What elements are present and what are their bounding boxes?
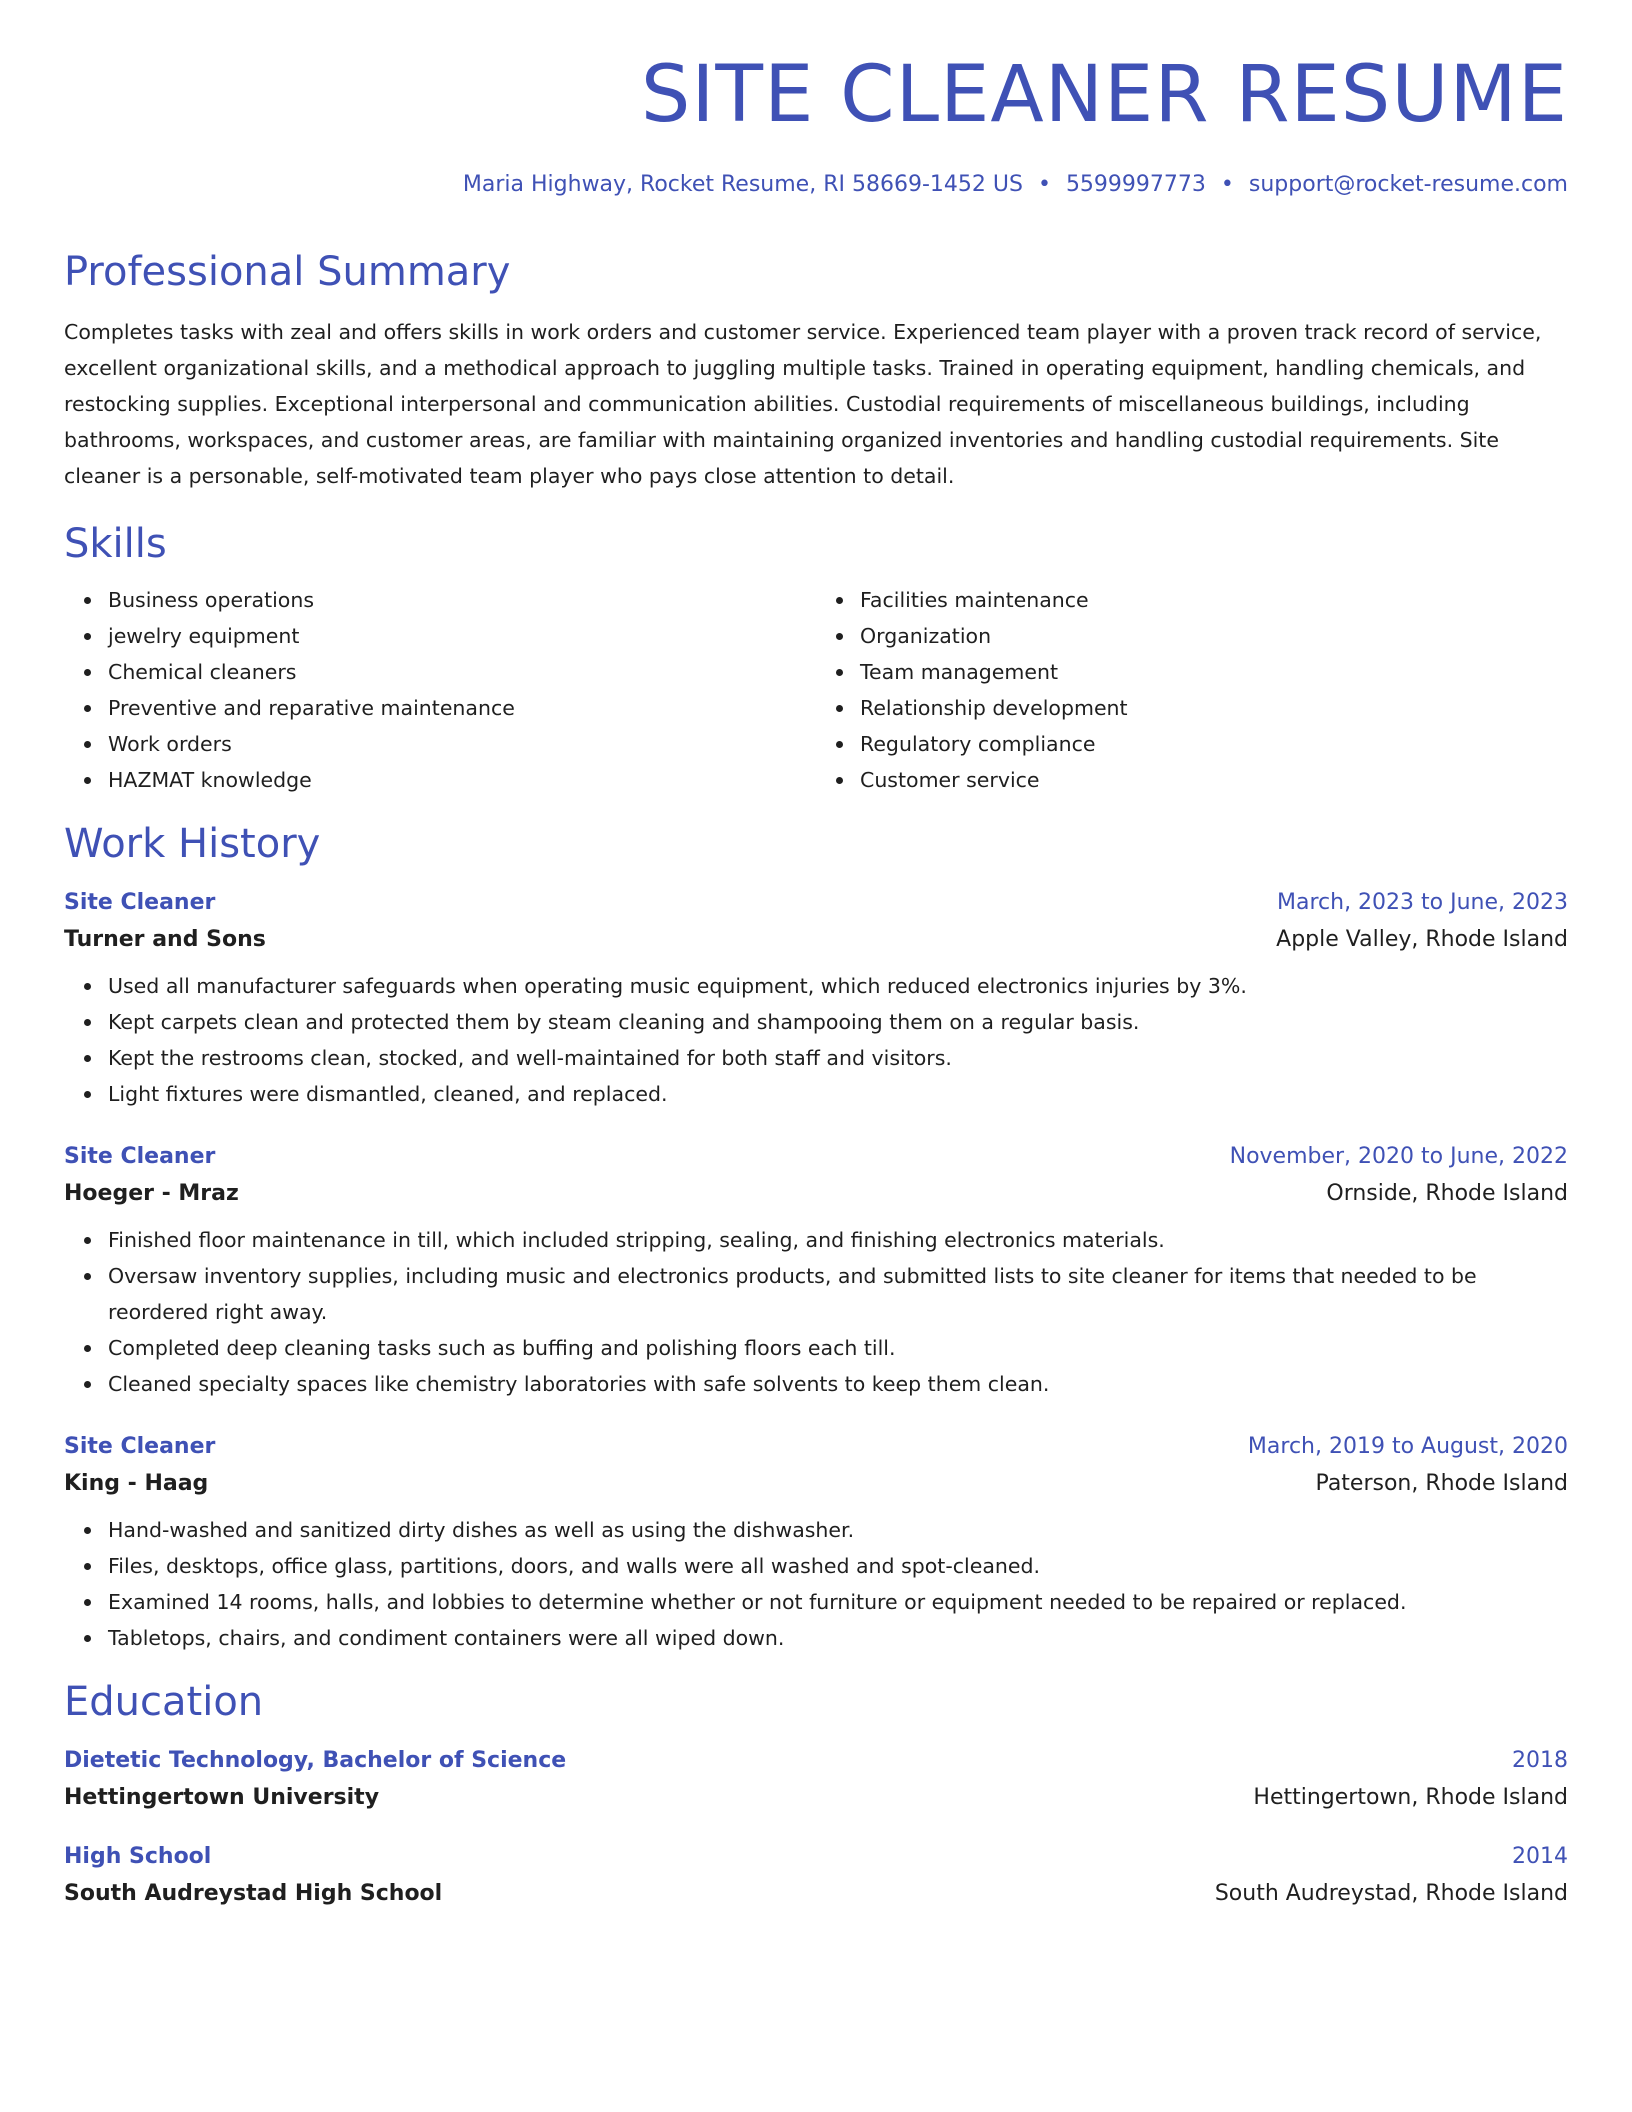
skill-item: HAZMAT knowledge [108, 762, 816, 798]
job-company-row [64, 1181, 1568, 1206]
contact-email[interactable]: support@rocket-resume.com [1248, 172, 1568, 197]
summary-text: Completes tasks with zeal and offers skills in work orders and customer service. Experienced team player with a proven track record of service, excellent organizational skills, and a methodical approach to juggling multiple tasks. Trained in operating equipment, handling chemicals, and restocking supplies. Exceptional interpersonal and communication abilities. Custodial requirements of miscellaneous buildings, including bathrooms, workspaces, and customer areas, are familiar with maintaining organized inventories and handling custodial requirements. Site cleaner is a personable, self-motivated team player who pays close attention to detail. [64, 320, 1542, 489]
education-location: Hettingertown, Rhode Island [1253, 1785, 1568, 1811]
job-bullet: Light fixtures were dismantled, cleaned, and replaced. [108, 1076, 1568, 1112]
skill-item: Work orders [108, 726, 816, 762]
skills-list-right [816, 582, 1568, 798]
skill-item: Chemical cleaners [108, 654, 816, 690]
job-bullet: Oversaw inventory supplies, including music and electronics products, and submitted lists to site cleaner for items that needed to be reordered right away. [108, 1258, 1568, 1330]
skill-item: Organization [860, 618, 1568, 654]
job-entry [64, 1434, 1568, 1656]
work-history-heading: Work History [64, 821, 321, 868]
contact-separator: • [1037, 172, 1051, 197]
skill-item: Team management [860, 654, 1568, 690]
job-location: Paterson, Rhode Island [1315, 1471, 1568, 1497]
job-bullet: Files, desktops, office glass, partitions, doors, and walls were all washed and spot-cleaned. [108, 1548, 1568, 1584]
job-bullets [64, 1222, 1568, 1402]
skill-item: Business operations [108, 582, 816, 618]
job-bullet: Finished floor maintenance in till, which included stripping, sealing, and finishing electronics materials. [108, 1222, 1568, 1258]
skill-item: Customer service [860, 762, 1568, 798]
job-company-row [64, 1471, 1568, 1496]
job-company-row [64, 927, 1568, 952]
work-history-section [64, 820, 1568, 1656]
skills-section [64, 520, 1568, 798]
education-entry [64, 1844, 1568, 1906]
resume-header [64, 50, 1568, 198]
skill-item: Regulatory compliance [860, 726, 1568, 762]
job-bullet: Used all manufacturer safeguards when operating music equipment, which reduced electronics injuries by 3%. [108, 968, 1568, 1004]
contact-separator: • [1220, 172, 1234, 197]
skill-item: Facilities maintenance [860, 582, 1568, 618]
job-bullets [64, 968, 1568, 1112]
job-entry [64, 890, 1568, 1112]
education-entry [64, 1748, 1568, 1810]
education-header-row [64, 1748, 1568, 1773]
job-company: Turner and Sons [64, 927, 266, 953]
job-bullets [64, 1512, 1568, 1656]
job-location: Ornside, Rhode Island [1326, 1181, 1568, 1207]
job-dates: November, 2020 to June, 2022 [1229, 1144, 1568, 1170]
job-dates: March, 2023 to June, 2023 [1277, 890, 1568, 916]
job-bullet: Examined 14 rooms, halls, and lobbies to determine whether or not furniture or equipment needed to be repaired or replaced. [108, 1584, 1568, 1620]
job-header-row [64, 890, 1568, 915]
job-bullet: Kept carpets clean and protected them by steam cleaning and shampooing them on a regular basis. [108, 1004, 1568, 1040]
resume-title: SITE CLEANER RESUME [640, 50, 1568, 140]
job-title: Site Cleaner [64, 1434, 216, 1460]
education-degree: High School [64, 1844, 212, 1870]
job-bullet: Kept the restrooms clean, stocked, and well-maintained for both staff and visitors. [108, 1040, 1568, 1076]
summary-section [64, 248, 1568, 494]
skills-heading: Skills [64, 521, 167, 568]
job-title: Site Cleaner [64, 890, 216, 916]
job-bullet: Tabletops, chairs, and condiment containers were all wiped down. [108, 1620, 1568, 1656]
job-bullet: Hand-washed and sanitized dirty dishes as well as using the dishwasher. [108, 1512, 1568, 1548]
contact-line [64, 172, 1568, 198]
education-school-row [64, 1785, 1568, 1810]
skill-item: jewelry equipment [108, 618, 816, 654]
skill-item: Relationship development [860, 690, 1568, 726]
education-section [64, 1678, 1568, 1906]
education-school: South Audreystad High School [64, 1881, 443, 1907]
job-dates: March, 2019 to August, 2020 [1247, 1434, 1568, 1460]
education-year: 2014 [1512, 1844, 1568, 1870]
job-entry [64, 1144, 1568, 1402]
education-school-row [64, 1881, 1568, 1906]
contact-address: Maria Highway, Rocket Resume, RI 58669-1452 US [462, 172, 1023, 197]
contact-phone: 5599997773 [1065, 172, 1206, 197]
job-bullet: Completed deep cleaning tasks such as buffing and polishing floors each till. [108, 1330, 1568, 1366]
skill-item: Preventive and reparative maintenance [108, 690, 816, 726]
job-header-row [64, 1144, 1568, 1169]
job-company: King - Haag [64, 1471, 209, 1497]
summary-heading: Professional Summary [64, 249, 511, 296]
skills-list-left [64, 582, 816, 798]
job-company: Hoeger - Mraz [64, 1181, 239, 1207]
education-heading: Education [64, 1679, 264, 1726]
education-header-row [64, 1844, 1568, 1869]
education-location: South Audreystad, Rhode Island [1214, 1881, 1568, 1907]
education-school: Hettingertown University [64, 1785, 380, 1811]
skills-columns [64, 582, 1568, 798]
job-title: Site Cleaner [64, 1144, 216, 1170]
education-degree: Dietetic Technology, Bachelor of Science [64, 1748, 567, 1774]
job-bullet: Cleaned specialty spaces like chemistry laboratories with safe solvents to keep them clean. [108, 1366, 1568, 1402]
job-location: Apple Valley, Rhode Island [1276, 927, 1568, 953]
job-header-row [64, 1434, 1568, 1459]
education-year: 2018 [1512, 1748, 1568, 1774]
